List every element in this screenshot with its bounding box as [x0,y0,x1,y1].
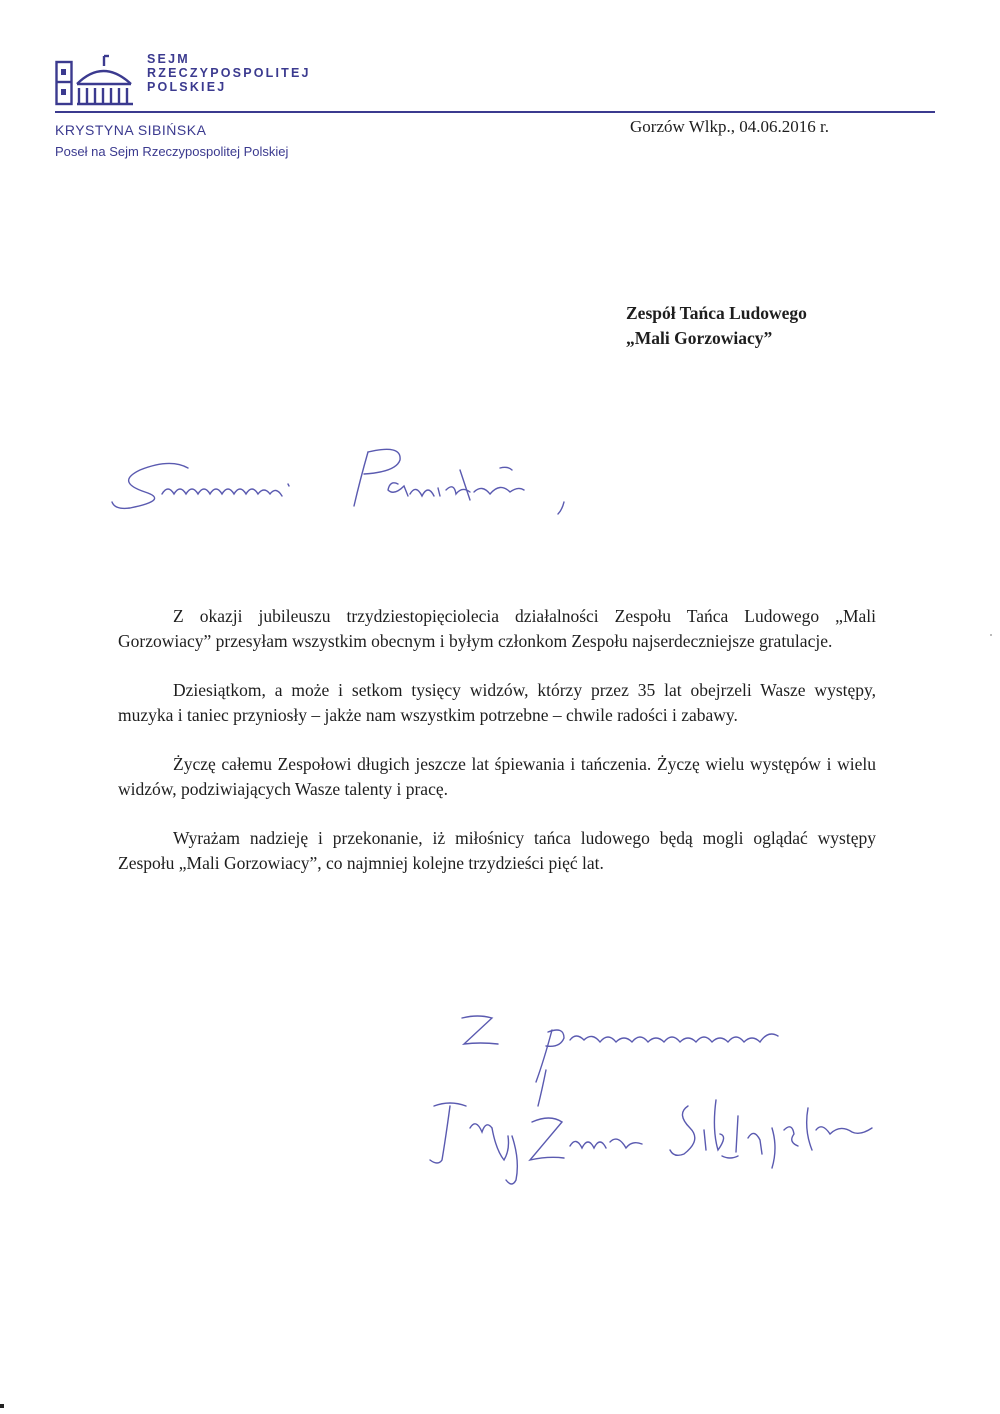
letter-body [118,604,876,900]
sender-role: Poseł na Sejm Rzeczypospolitej Polskiej [55,144,289,159]
scan-artifact [990,634,992,636]
date-line: Gorzów Wlkp., 04.06.2016 r. [630,117,829,136]
recipient-line: Zespół Tańca Ludowego [626,303,807,323]
body-paragraph: Dziesiątkom, a może i setkom tysięcy widzów, którzy przez 35 lat obejrzeli Wasze występy, muzyka i taniec przyniosły – jakże nam wszystkim potrzebne – chwile radości i zabawy. [118,680,876,725]
institution-line: SEJM [147,52,190,66]
body-paragraph: Życzę całemu Zespołowi długich jeszcze lat śpiewania i tańczenia. Życzę wielu występów i wielu widzów, podziwiających Wasze talenty i pracę. [118,754,876,799]
sejm-building-icon [55,52,135,106]
header-divider [55,111,935,113]
scan-margin-mark [0,1404,4,1408]
sender-name: KRYSTYNA SIBIŃSKA [55,122,207,138]
handwritten-salutation [110,440,580,530]
recipient-line: „Mali Gorzowiacy” [626,328,773,348]
body-paragraph: Z okazji jubileuszu trzydziestopięciolecia działalności Zespołu Tańca Ludowego „Mali Gorzowiacy” przesyłam wszystkim obecnym i byłym członkom Zespołu najserdeczniejsze gratulacje. [118,606,876,651]
body-paragraph: Wyrażam nadzieję i przekonanie, iż miłośnicy tańca ludowego będą mogli oglądać występy Zespołu „Mali Gorzowiacy”, co najmniej kolejne trzydzieści pięć lat. [118,828,876,873]
institution-line: POLSKIEJ [147,80,227,94]
handwritten-closing-and-signature [420,1010,900,1200]
recipient-block [626,301,807,351]
institution-line: RZECZYPOSPOLITEJ [147,66,311,80]
sender-block [55,121,288,161]
institution-name [147,52,311,94]
